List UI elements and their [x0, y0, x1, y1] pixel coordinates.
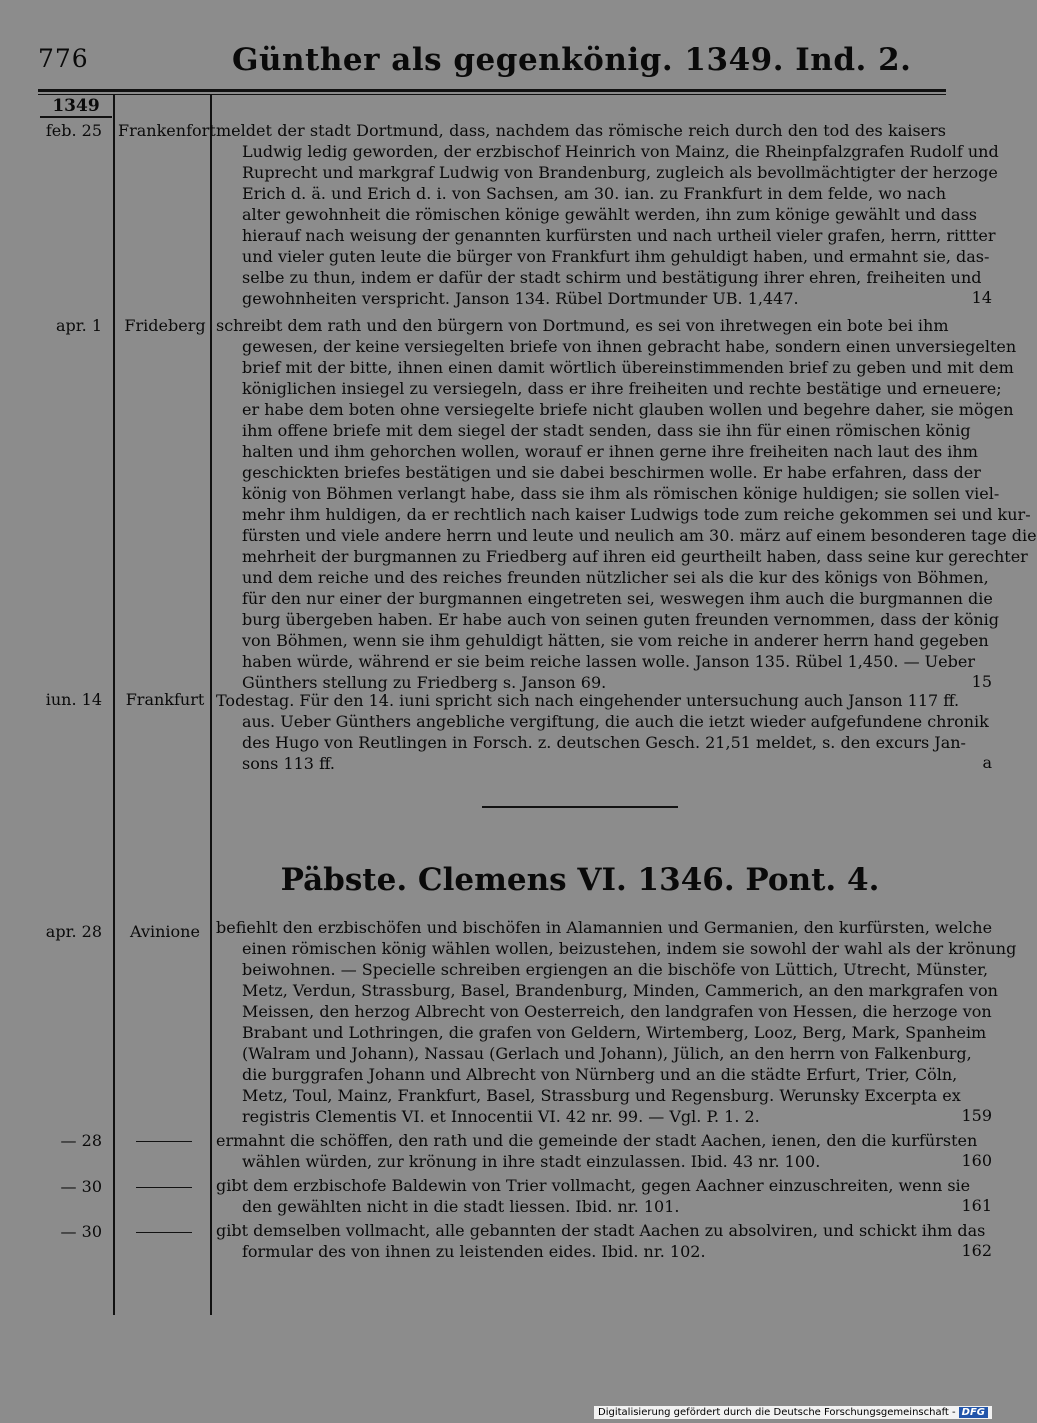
- entry-line: brief mit der bitte, ihnen einen damit wörtlich übereinstimmenden brief zu geben und mit dem: [242, 358, 1014, 377]
- entry-line: meldet der stadt Dortmund, dass, nachdem das römische reich durch den tod des kaisers: [216, 121, 946, 140]
- entry-line: aus. Ueber Günthers angebliche vergiftung, die auch die ietzt wieder aufgefundene chronik: [242, 712, 989, 731]
- section-separator: [482, 806, 678, 808]
- entry-line: Günthers stellung zu Friedberg s. Janson 69.: [242, 673, 607, 692]
- entry-line: fürsten und viele andere herrn und leute und neulich am 30. märz auf einem besonderen tage die: [242, 526, 1037, 545]
- entry-line: registris Clementis VI. et Innocentii VI. 42 nr. 99. — Vgl. P. 1. 2.: [242, 1107, 760, 1126]
- date-label: apr. 28: [45, 922, 102, 941]
- date-column-rule: [113, 95, 115, 1315]
- dfg-logo: DFG: [959, 1407, 988, 1418]
- entry-line: Todestag. Für den 14. iuni spricht sich nach eingehender untersuchung auch Janson 117 ff.: [216, 691, 960, 710]
- regest-number: 160: [961, 1151, 992, 1170]
- entry-line: halten und ihm gehorchen wollen, worauf er ihnen gerne ihre freiheiten nach laut des ihm: [242, 442, 978, 461]
- entry-line: des Hugo von Reutlingen in Forsch. z. deutschen Gesch. 21,51 meldet, s. den excurs Jan-: [242, 733, 966, 752]
- entry-line: formular des von ihnen zu leistenden eides. Ibid. nr. 102.: [242, 1242, 706, 1261]
- entry-line: könig von Böhmen verlangt habe, dass sie ihm als römischen könige huldigen; sie sollen viel-: [242, 484, 1000, 503]
- page-number: 776: [38, 44, 89, 73]
- entry-line: Ludwig ledig geworden, der erzbischof Heinrich von Mainz, die Rheinpfalzgrafen Rudolf und: [242, 142, 999, 161]
- entry-line: selbe zu thun, indem er dafür der stadt schirm und bestätigung ihrer ehren, freiheiten und: [242, 268, 982, 287]
- footer-text: Digitalisierung gefördert durch die Deutsche Forschungsgemeinschaft -: [598, 1407, 956, 1418]
- entry-line: königlichen insiegel zu versiegeln, dass er ihre freiheiten und rechte bestätige und erneuere;: [242, 379, 1002, 398]
- entry-line: mehrheit der burgmannen zu Friedberg auf ihren eid geurtheilt haben, dass seine kur gerechter: [242, 547, 1028, 566]
- digitization-footer: [594, 1406, 992, 1419]
- entry-line: ihm offene briefe mit dem siegel der stadt senden, dass sie ihn für einen römischen könig: [242, 421, 971, 440]
- entry-line: und vieler guten leute die bürger von Frankfurt ihm gehuldigt haben, und ermahnt sie, das-: [242, 247, 990, 266]
- entry-line: Metz, Verdun, Strassburg, Basel, Brandenburg, Minden, Cammerich, an den markgrafen von: [242, 981, 998, 1000]
- entry-line: er habe dem boten ohne versiegelte briefe nicht glauben wollen und begehre daher, sie mögen: [242, 400, 1014, 419]
- place-dash: [136, 1141, 192, 1142]
- date-label: — 30: [60, 1177, 102, 1196]
- place-label: Frideberg: [124, 316, 206, 335]
- entry-line: beiwohnen. — Specielle schreiben ergiengen an die bischöfe von Lüttich, Utrecht, Münster,: [242, 960, 989, 979]
- date-label: — 28: [60, 1131, 102, 1150]
- entry-line: geschickten briefes bestätigen und sie dabei beschirmen wolle. Er habe erfahren, dass der: [242, 463, 981, 482]
- entry-line: von Böhmen, wenn sie ihm gehuldigt hätten, sie vom reiche in anderer herrn hand gegeben: [242, 631, 989, 650]
- entry-line: befiehlt den erzbischöfen und bischöfen in Alamannien und Germanien, den kurfürsten, welche: [216, 918, 993, 937]
- section-heading: Päbste. Clemens VI. 1346. Pont. 4.: [280, 862, 880, 898]
- regest-number: 14: [971, 288, 992, 307]
- entry-line: burg übergeben haben. Er habe auch von seinen guten freunden vernommen, dass der könig: [242, 610, 999, 629]
- running-title: Günther als gegenkönig. 1349. Ind. 2.: [232, 42, 912, 78]
- entry-line: (Walram und Johann), Nassau (Gerlach und Johann), Jülich, an den herrn von Falkenburg,: [242, 1044, 972, 1063]
- entry-line: Ruprecht und markgraf Ludwig von Brandenburg, zugleich als bevollmächtigter der herzoge: [242, 163, 998, 182]
- regest-number: 15: [971, 672, 992, 691]
- entry-line: die burggrafen Johann und Albrecht von Nürnberg und an die städte Erfurt, Trier, Cöln,: [242, 1065, 958, 1084]
- place-dash: [136, 1187, 192, 1188]
- date-label: iun. 14: [45, 690, 102, 709]
- entry-line: wählen würden, zur krönung in ihre stadt einzulassen. Ibid. 43 nr. 100.: [242, 1152, 821, 1171]
- place-label: Avinione: [130, 922, 200, 941]
- regest-number: 159: [961, 1106, 992, 1125]
- entry-line: und dem reiche und des reiches freunden nützlicher sei als die kur des königs von Böhmen,: [242, 568, 989, 587]
- regest-number: 162: [961, 1241, 992, 1260]
- entry-line: für den nur einer der burgmannen eingetreten sei, weswegen ihm auch die burgmannen die: [242, 589, 993, 608]
- regest-entry: [216, 690, 989, 774]
- entry-line: den gewählten nicht in die stadt liessen. Ibid. nr. 101.: [242, 1197, 680, 1216]
- entry-line: hierauf nach weisung der genannten kurfürsten und nach urtheil vieler grafen, herrn, rittter: [242, 226, 996, 245]
- entry-line: gewohnheiten verspricht. Janson 134. Rübel Dortmunder UB. 1,447.: [242, 289, 799, 308]
- regest-entry: [216, 120, 999, 309]
- entry-line: schreibt dem rath und den bürgern von Dortmund, es sei von ihretwegen ein bote bei ihm: [216, 316, 949, 335]
- entry-line: Erich d. ä. und Erich d. i. von Sachsen, am 30. ian. zu Frankfurt in dem felde, wo nach: [242, 184, 946, 203]
- year-heading: 1349: [52, 96, 100, 116]
- entry-line: alter gewohnheit die römischen könige gewählt werden, ihn zum könige gewählt und dass: [242, 205, 977, 224]
- date-label: — 30: [60, 1222, 102, 1241]
- date-label: feb. 25: [45, 121, 102, 140]
- regest-number: 161: [961, 1196, 992, 1215]
- place-label: Frankenfort: [118, 121, 216, 140]
- place-label: Frankfurt: [125, 690, 205, 709]
- entry-line: haben würde, während er sie beim reiche lassen wolle. Janson 135. Rübel 1,450. — Ueber: [242, 652, 975, 671]
- entry-line: Meissen, den herzog Albrecht von Oesterreich, den landgrafen von Hessen, die herzoge von: [242, 1002, 992, 1021]
- entry-line: einen römischen könig wählen wollen, beizustehen, indem sie sowohl der wahl als der krönung: [242, 939, 1017, 958]
- header-rule-thick: [38, 89, 946, 92]
- entry-line: Brabant und Lothringen, die grafen von Geldern, Wirtemberg, Looz, Berg, Mark, Spanheim: [242, 1023, 987, 1042]
- entry-line: ermahnt die schöffen, den rath und die gemeinde der stadt Aachen, ienen, den die kurfürsten: [216, 1131, 978, 1150]
- header-rule-thin: [38, 94, 946, 95]
- entry-line: gewesen, der keine versiegelten briefe von ihnen gebracht habe, sondern einen unversiegelten: [242, 337, 1017, 356]
- year-rule: [40, 116, 112, 118]
- entry-line: gibt demselben vollmacht, alle gebannten der stadt Aachen zu absolviren, und schickt ihm das: [216, 1221, 986, 1240]
- date-label: apr. 1: [55, 316, 102, 335]
- entry-line: Metz, Toul, Mainz, Frankfurt, Basel, Strassburg und Regensburg. Werunsky Excerpta ex: [242, 1086, 961, 1105]
- entry-line: sons 113 ff.: [242, 754, 335, 773]
- regest-entry: [216, 1175, 971, 1217]
- entry-line: mehr ihm huldigen, da er rechtlich nach kaiser Ludwigs tode zum reiche gekommen sei und kur-: [242, 505, 1031, 524]
- regest-letter: a: [982, 753, 992, 772]
- entry-line: gibt dem erzbischofe Baldewin von Trier vollmacht, gegen Aachner einzuschreiten, wenn sie: [216, 1176, 971, 1195]
- place-dash: [136, 1232, 192, 1233]
